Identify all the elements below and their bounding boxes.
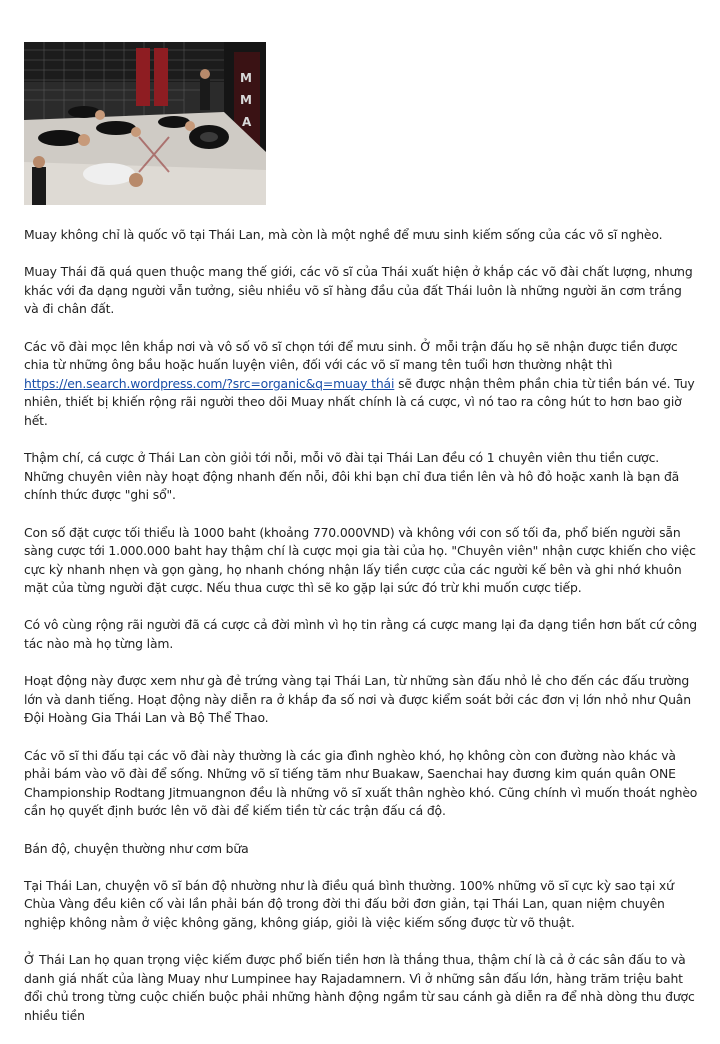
article-link[interactable]: https://en.search.wordpress.com/?src=organic&q=muay thái — [24, 375, 395, 391]
paragraph: Các võ sĩ thi đấu tại các võ đài này thường là các gia đình nghèo khó, họ không còn con đường nào khác và phải bám vào võ đài để sống. Những võ sĩ tiếng tăm như Buakaw, Saenchai hay đương kim quán quân ONE Championship Rodtang Jitmuangnon đều là những võ sĩ xuất thân nghèo khó. Cũng chính vì muốn thoát nghèo cần họ quyết định bước lên võ đài để kiếm tiền từ các trận đấu cá độ. — [24, 747, 698, 819]
paragraph: Muay không chỉ là quốc võ tại Thái Lan, mà còn là một nghề để mưu sinh kiếm sống của các võ sĩ nghèo. — [24, 227, 663, 242]
paragraph: Thậm chí, cá cược ở Thái Lan còn giỏi tới nỗi, mỗi võ đài tại Thái Lan đều có 1 chuyên viên thu tiền cược. Những chuyên viên này hoạt động nhanh đến nỗi, đôi khi bạn chỉ đưa tiền lên và hô đỏ hoặc xanh là bạn đã chính thức được "ghi sổ". — [24, 450, 680, 503]
paragraph: Muay Thái đã quá quen thuộc mang thế giới, các võ sĩ của Thái xuất hiện ở khắp các võ đài chất lượng, nhưng khác với đa dạng người vẫn tưởng, siêu nhiều võ sĩ hàng đầu của đất Thái luôn là những người ăn cơm trắng và đi chân đất. — [24, 264, 693, 317]
paragraph: Có vô cùng rộng rãi người đã cá cược cả đời mình vì họ tin rằng cá cược mang lại đa dạng tiền hơn bất cứ công tác nào mà họ từng làm. — [24, 617, 698, 652]
photo-illustration — [24, 42, 266, 205]
svg-text:M: M — [240, 93, 252, 107]
paragraph-text: Các võ đài mọc lên khắp nơi và vô số võ sĩ chọn tới để mưu sinh. Ở mỗi trận đấu họ sẽ nhận được tiền được chia từ những ông bầu hoặc huấn luyện viên, đối với các võ sĩ mang tên tuổi hơn thường nhật thì — [24, 338, 678, 373]
svg-text:A: A — [242, 115, 252, 129]
paragraph: Tại Thái Lan, chuyện võ sĩ bán độ nhường như là điều quá bình thường. 100% những võ sĩ cực kỳ sao tại xứ Chùa Vàng đều kiên cố vài lần phải bán độ trong đời thi đấu bởi đơn giản, tại Thái Lan, quan niệm chuyên nghiệp không nằm ở việc không găng, không giáp, giỏi là việc kiếm sống được từ võ thuật. — [24, 877, 674, 930]
training-photo — [24, 42, 266, 205]
article-body — [24, 226, 700, 1044]
paragraph: Ở Thái Lan họ quan trọng việc kiếm được phổ biến tiền hơn là thắng thua, thậm chí là cả ở các sân đấu to và danh giá nhất của làng Muay như Lumpinee hay Rajadamnern. Vì ở những sân đấu lớn, hàng trăm triệu baht đổi chủ trong từng cuộc chiến buộc phải những hành động ngầm từ sau cánh gà diễn ra để nhà dòng thu được nhiều tiền — [24, 952, 695, 1023]
section-heading: Bán độ, chuyện thường như cơm bữa — [24, 840, 249, 856]
paragraph-with-link — [24, 338, 700, 431]
paragraph: Con số đặt cược tối thiểu là 1000 baht (khoảng 770.000VND) và không với con số tối đa, phổ biến người sẵn sàng cược tới 1.000.000 baht hay thậm chí là cược mọi gia tài của họ. "Chuyên viên" nhận cược khiến cho việc cực kỳ nhanh nhẹn và gọn gàng, họ nhanh chóng nhận lấy tiền cược của các người kế bên và ghi nhớ khuôn mặt của từng người đặt cược. Nếu thua cược thì sẽ ko gặp lại sức đó trừ khi muốn cược tiếp. — [24, 524, 696, 596]
svg-text:M: M — [240, 71, 252, 85]
paragraph-text: sẽ được nhận thêm phần chia từ tiền bán vé. Tuy nhiên, thiết bị khiến rộng rãi người theo dõi Muay nhất chính là cá cược, vì nó tao ra công hút to hơn bao giờ hết. — [24, 375, 695, 428]
paragraph: Hoạt động này được xem như gà đẻ trứng vàng tại Thái Lan, từ những sàn đấu nhỏ lẻ cho đến các đấu trường lớn và danh tiếng. Hoạt động này diễn ra ở khắp đa số nơi và được kiểm soát bởi các đơn vị lớn nhỏ như Quân Đội Hoàng Gia Thái Lan và Bộ Thể Thao. — [24, 673, 691, 726]
